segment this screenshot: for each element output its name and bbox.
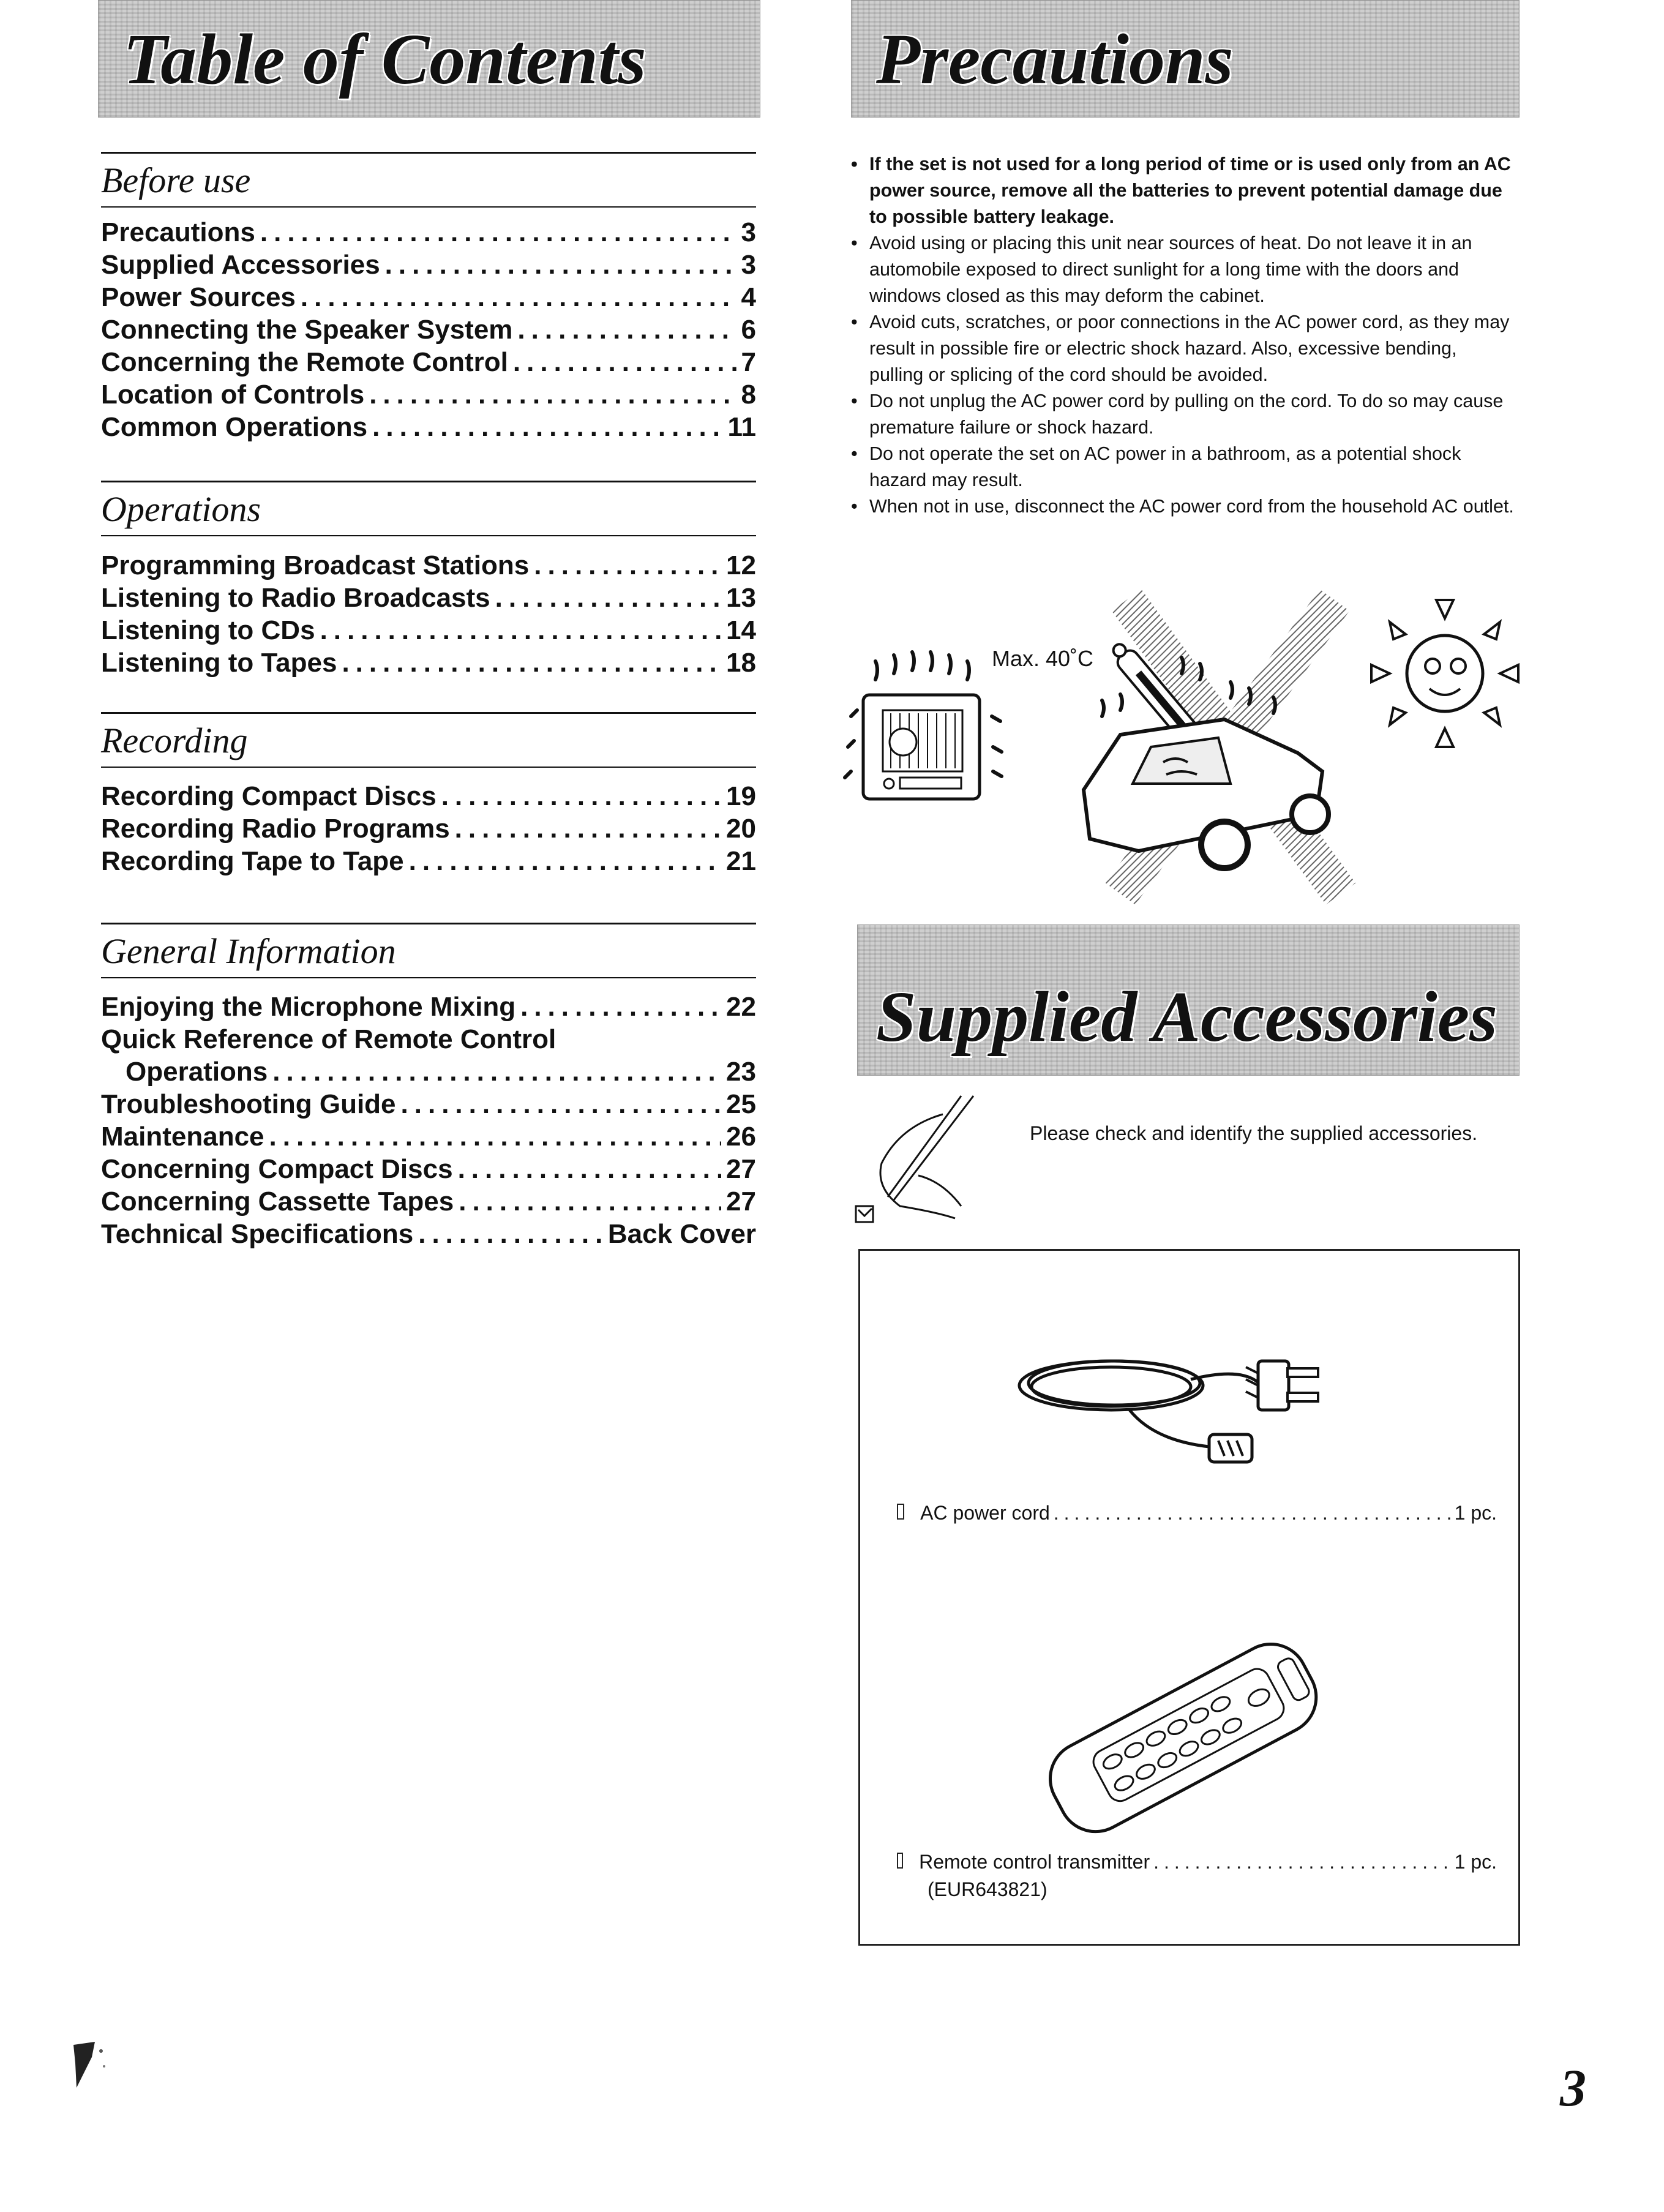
toc-item-listening-cds[interactable]: Listening to CDs ..... 14 xyxy=(101,614,756,647)
precaution-item: • Do not unplug the AC power cord by pulling on the cord. To do so may cause premature failure or shock hazard. xyxy=(851,388,1515,441)
scan-smudge xyxy=(70,2039,113,2094)
toc-banner xyxy=(98,0,760,118)
toc-item-compact-discs[interactable]: Concerning Compact Discs ..... 27 xyxy=(101,1153,756,1185)
toc-item-maintenance[interactable]: Maintenance ..... 26 xyxy=(101,1120,756,1153)
connector-icon xyxy=(1209,1434,1252,1462)
toc-item-troubleshooting[interactable]: Troubleshooting Guide ..... 25 xyxy=(101,1088,756,1120)
toc-item-programming-stations[interactable]: Programming Broadcast Stations ..... 12 xyxy=(101,549,756,582)
precaution-item: • When not in use, disconnect the AC power cord from the household AC outlet. xyxy=(851,493,1515,520)
toc-item-remote-operations[interactable]: Operations ..... 23 xyxy=(101,1055,756,1088)
precaution-item: • Avoid using or placing this unit near sources of heat. Do not leave it in an automobile exposed to direct sunlight for a long time with the doors and windows closed as this may deform the cabinet. xyxy=(851,230,1515,309)
sun-icon xyxy=(1371,600,1518,747)
toc-list-general-information xyxy=(101,991,756,1250)
accessories-box xyxy=(858,1249,1520,1946)
accessory-model-number: (EUR643821) xyxy=(928,1878,1047,1900)
section-operations xyxy=(101,481,756,536)
toc-list-recording xyxy=(101,780,756,877)
toc-item-technical-specifications[interactable]: Technical Specifications ..... Back Cover xyxy=(101,1218,756,1250)
section-title: Before use xyxy=(101,160,251,200)
checkbox-icon[interactable] xyxy=(897,1504,904,1520)
ac-power-cord-image xyxy=(1007,1324,1350,1483)
heat-scene-graphic xyxy=(833,588,1524,906)
accessory-name: AC power cord xyxy=(920,1502,1050,1524)
accessory-item-ac-cord xyxy=(897,1502,1497,1524)
toc-list-operations xyxy=(101,549,756,679)
toc-item-location-of-controls[interactable]: Location of Controls ..... 8 xyxy=(101,378,756,411)
toc-item-remote-control[interactable]: Concerning the Remote Control ..... 7 xyxy=(101,346,756,378)
max-temperature-label: Max. 40˚C xyxy=(992,646,1094,671)
radio-icon xyxy=(863,695,980,799)
accessory-item-remote xyxy=(897,1851,1497,1873)
toc-item-recording-tape[interactable]: Recording Tape to Tape ..... 21 xyxy=(101,845,756,877)
toc-list-before-use xyxy=(101,216,756,443)
toc-item-supplied-accessories[interactable]: Supplied Accessories ..... 3 xyxy=(101,249,756,281)
toc-item-listening-tapes[interactable]: Listening to Tapes ..... 18 xyxy=(101,647,756,679)
precautions-list xyxy=(851,151,1515,520)
toc-item-speaker-system[interactable]: Connecting the Speaker System ..... 6 xyxy=(101,313,756,346)
accessory-qty: 1 pc. xyxy=(1454,1502,1497,1524)
precautions-banner-title: Precautions xyxy=(876,19,1234,99)
section-title: Operations xyxy=(101,489,261,529)
precaution-item: • Avoid cuts, scratches, or poor connections in the AC power cord, as they may result in possible fire or electric shock hazard. Also, excessive bending, pulling or splicing of the cord should be avoided. xyxy=(851,309,1515,388)
section-recording xyxy=(101,712,756,768)
accessories-instruction: Please check and identify the supplied accessories. xyxy=(1030,1122,1478,1144)
heat-warning-illustration xyxy=(833,588,1524,906)
toc-item-microphone-mixing[interactable]: Enjoying the Microphone Mixing ..... 22 xyxy=(101,991,756,1023)
accessory-name: Remote control transmitter xyxy=(919,1851,1150,1873)
page-number: 3 xyxy=(1560,2058,1586,2117)
toc-item-common-operations[interactable]: Common Operations ..... 11 xyxy=(101,411,756,443)
toc-banner-title: Table of Contents xyxy=(123,19,646,99)
accessories-banner-title: Supplied Accessories xyxy=(876,977,1497,1057)
toc-item-recording-radio[interactable]: Recording Radio Programs ..... 20 xyxy=(101,812,756,845)
section-before-use xyxy=(101,152,756,208)
toc-item-power-sources[interactable]: Power Sources ..... 4 xyxy=(101,281,756,313)
plug-icon xyxy=(1246,1361,1318,1410)
pen-hand-icon xyxy=(851,1090,1022,1231)
toc-item-recording-cds[interactable]: Recording Compact Discs ..... 19 xyxy=(101,780,756,812)
section-general-information xyxy=(101,923,756,978)
precaution-item: • Do not operate the set on AC power in a bathroom, as a potential shock hazard may result. xyxy=(851,441,1515,493)
remote-control-image xyxy=(1025,1643,1344,1839)
section-title: General Information xyxy=(101,931,396,971)
toc-item-cassette-tapes[interactable]: Concerning Cassette Tapes ..... 27 xyxy=(101,1185,756,1218)
accessory-qty: 1 pc. xyxy=(1454,1851,1497,1873)
toc-item-precautions[interactable]: Precautions ..... 3 xyxy=(101,216,756,249)
toc-item-quick-reference[interactable]: Quick Reference of Remote Control xyxy=(101,1024,557,1054)
toc-item-listening-radio[interactable]: Listening to Radio Broadcasts ..... 13 xyxy=(101,582,756,614)
precautions-banner xyxy=(851,0,1520,118)
section-title: Recording xyxy=(101,721,248,760)
accessories-banner xyxy=(857,924,1520,1076)
checkbox-icon[interactable] xyxy=(897,1853,903,1869)
precaution-item: • If the set is not used for a long period of time or is used only from an AC power source, remove all the batteries to prevent potential damage due to possible battery leakage. xyxy=(851,151,1515,230)
